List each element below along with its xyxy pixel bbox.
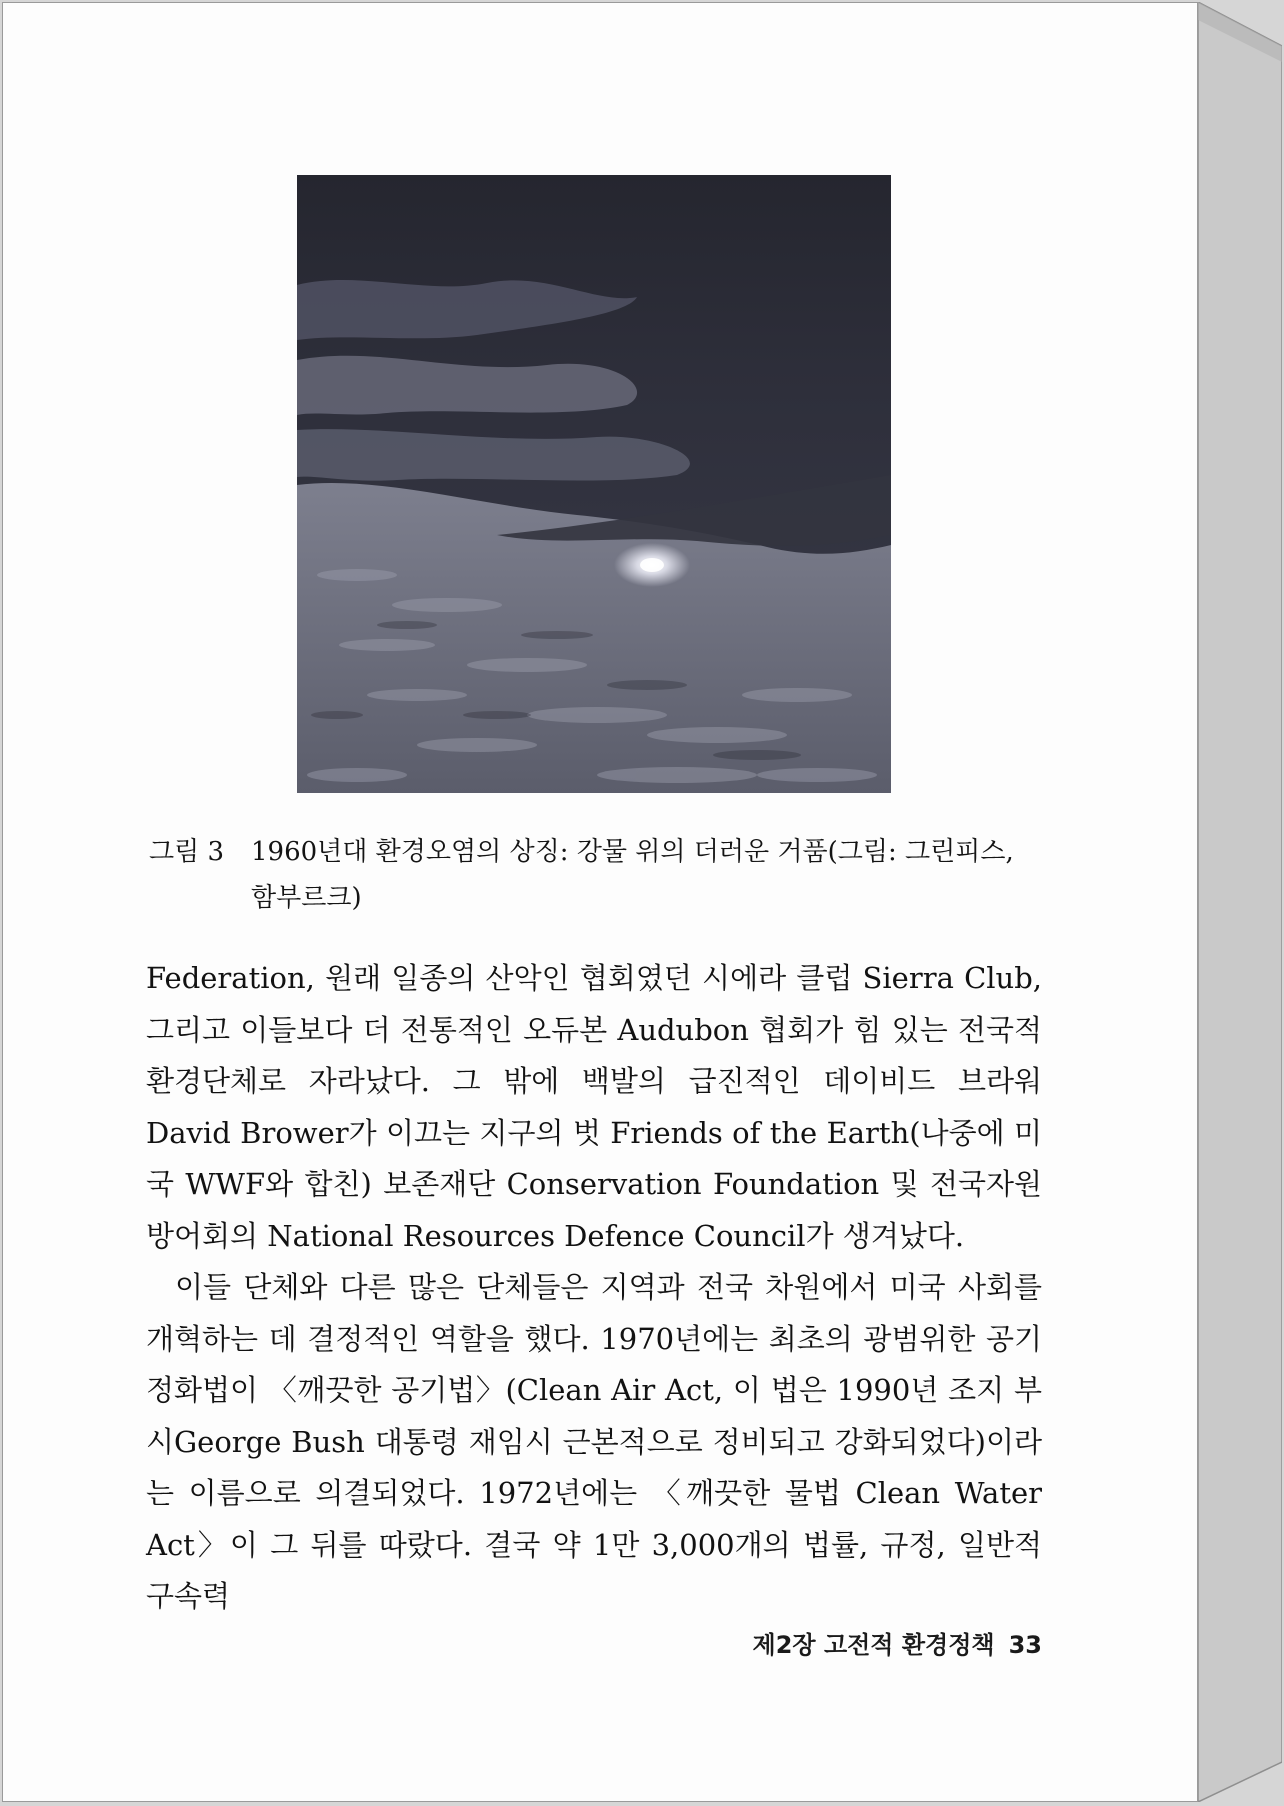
figure-label: 그림 3 [149, 837, 225, 867]
paragraph: 이들 단체와 다른 많은 단체들은 지역과 전국 차원에서 미국 사회를 개혁하는 데 결정적인 역할을 했다. 1970년에는 최초의 광범위한 공기정화법이 〈깨끗한 공기법〉(Clean Air Act, 이 법은 1990년 조지 부시George Bush 대통령 재임시 근본적으로 정비되고 강화되었다)이라는 이름으로 의결되었다. 1972년에는 〈깨끗한 물법 Clean Water Act〉이 그 뒤를 따랐다. 결국 약 1만 3,000개의 법률, 규정, 일반적 구속력 [146, 1270, 1042, 1613]
book-page [2, 2, 1198, 1802]
book-page-edge [1198, 2, 1282, 1802]
body-text [146, 953, 1042, 1623]
running-footer [603, 1625, 1042, 1660]
polluted-river-foam-photo [297, 175, 891, 793]
page-number: 33 [1008, 1631, 1042, 1659]
figure-caption-text: 1960년대 환경오염의 상징: 강물 위의 더러운 거품(그림: 그린피스, 함부르크) [251, 837, 1014, 913]
chapter-title: 제2장 고전적 환경정책 [752, 1631, 995, 1659]
paragraph: Federation, 원래 일종의 산악인 협회였던 시에라 클럽 Sierra Club, 그리고 이들보다 더 전통적인 오듀본 Audubon 협회가 힘 있는 전국적 환경단체로 자라났다. 그 밖에 백발의 급진적인 데이비드 브라워 David Brower가 이끄는 지구의 벗 Friends of the Earth(나중에 미국 WWF와 합친) 보존재단 Conservation Foundation 및 전국자원방어회의 National Resources Defence Council가 생겨났다. [146, 961, 1042, 1253]
